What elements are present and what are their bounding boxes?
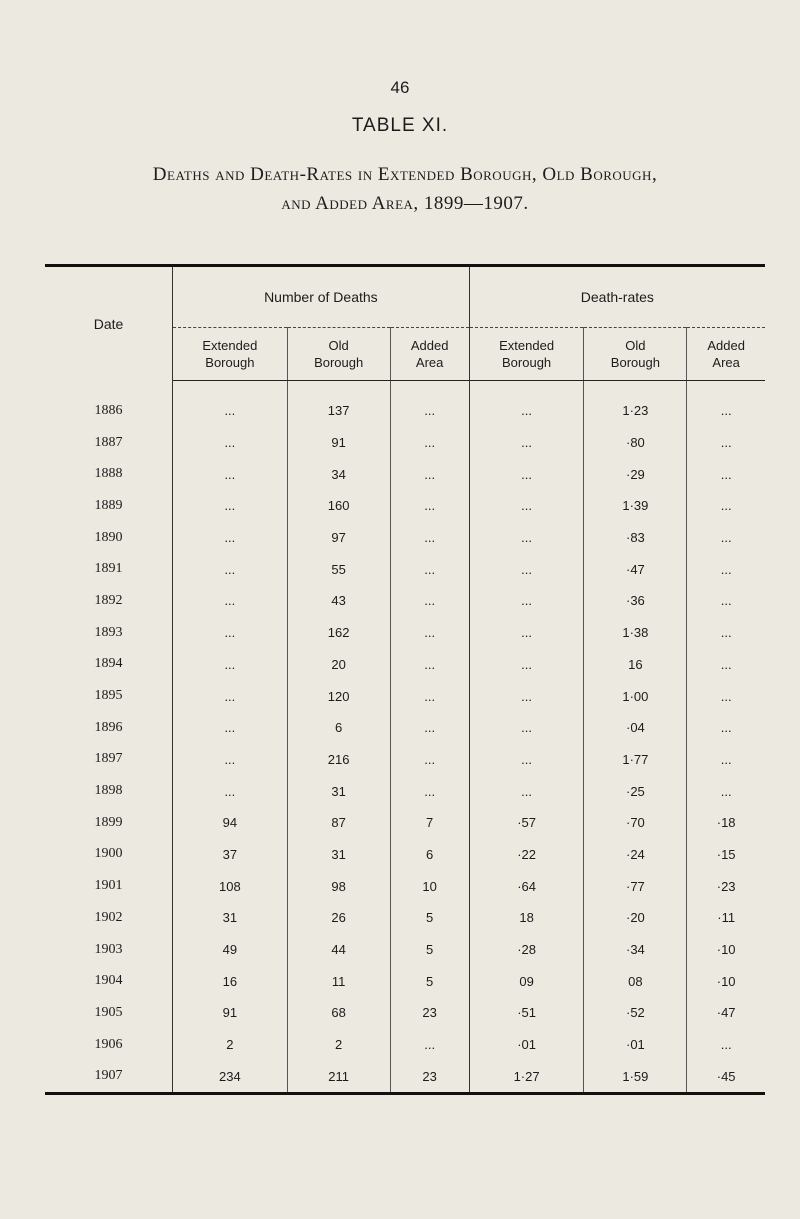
- old-deaths-cell: 68: [287, 997, 390, 1029]
- extended-rate-cell: 18: [519, 910, 534, 926]
- extended-rate-cell: ...: [521, 466, 533, 482]
- old-rate-cell: ·47: [584, 553, 687, 585]
- extended-deaths-cell: ...: [224, 720, 236, 736]
- extended-deaths-cell: 31: [222, 910, 238, 926]
- old-rate-cell: 16: [584, 649, 687, 681]
- added-deaths-cell: ...: [390, 522, 469, 554]
- table-row: [45, 585, 765, 617]
- old-rate-cell: ·24: [584, 839, 687, 871]
- table-row: [45, 522, 765, 554]
- extended-deaths-cell: 91: [222, 1005, 238, 1021]
- extended-deaths-cell: 108: [219, 878, 241, 894]
- extended-deaths-cell: ...: [224, 435, 236, 451]
- added-deaths-cell: 5: [390, 902, 469, 934]
- added-deaths-cell: 10: [390, 870, 469, 902]
- extended-deaths-cell: 16: [222, 973, 238, 989]
- page-number: 46: [390, 78, 410, 97]
- added-rate-cell: ...: [720, 1037, 732, 1053]
- added-rate-cell: ...: [720, 656, 732, 672]
- old-rate-cell: 08: [584, 965, 687, 997]
- old-rate-cell: 1·59: [584, 1060, 687, 1093]
- table-row: [45, 934, 765, 966]
- extended-rate-cell: ...: [521, 530, 533, 546]
- year-cell: 1887: [45, 427, 173, 459]
- extended-deaths-cell: ...: [224, 593, 236, 609]
- table-row: [45, 902, 765, 934]
- added-rate-cell: ·23: [716, 878, 736, 894]
- year-cell: 1893: [45, 617, 173, 649]
- added-rate-cell: ...: [720, 530, 732, 546]
- caption-line-2: and Added Area, 1899—1907.: [281, 193, 529, 214]
- extended-rate-cell: ·01: [517, 1037, 536, 1053]
- old-deaths-cell: 55: [287, 553, 390, 585]
- extended-deaths-cell: ...: [224, 783, 236, 799]
- col-header-added-rate: Added Area: [687, 328, 765, 381]
- table-body: [45, 381, 765, 1094]
- extended-deaths-cell: 2: [226, 1037, 234, 1053]
- table-row: [45, 870, 765, 902]
- extended-deaths-cell: 234: [219, 1068, 241, 1084]
- added-rate-cell: ...: [720, 625, 732, 641]
- extended-deaths-cell: ...: [224, 625, 236, 641]
- added-deaths-cell: 5: [390, 965, 469, 997]
- col-header-old-rate: Old Borough: [584, 328, 687, 381]
- extended-rate-cell: ·28: [517, 942, 536, 958]
- extended-rate-cell: ·51: [517, 1005, 536, 1021]
- old-deaths-cell: 31: [287, 775, 390, 807]
- extended-rate-cell: ...: [521, 435, 533, 451]
- added-deaths-cell: 7: [390, 807, 469, 839]
- year-cell: 1907: [45, 1060, 173, 1093]
- year-cell: 1888: [45, 458, 173, 490]
- col-header-extended-deaths: Extended Borough: [173, 328, 288, 381]
- table-caption: [60, 160, 750, 218]
- old-deaths-cell: 211: [287, 1060, 390, 1093]
- year-cell: 1895: [45, 680, 173, 712]
- year-cell: 1900: [45, 839, 173, 871]
- extended-rate-cell: ...: [521, 403, 533, 419]
- old-rate-cell: ·20: [584, 902, 687, 934]
- added-rate-cell: ...: [720, 435, 732, 451]
- added-rate-cell: ...: [720, 561, 732, 577]
- old-deaths-cell: 2: [287, 1029, 390, 1061]
- old-rate-cell: 1·39: [584, 490, 687, 522]
- old-deaths-cell: 216: [287, 744, 390, 776]
- added-rate-cell: ·11: [717, 910, 736, 926]
- old-deaths-cell: 91: [287, 427, 390, 459]
- extended-rate-cell: ...: [521, 751, 533, 767]
- added-deaths-cell: ...: [390, 712, 469, 744]
- extended-rate-cell: ...: [521, 656, 533, 672]
- added-rate-cell: ·15: [716, 846, 736, 862]
- table-row: [45, 807, 765, 839]
- extended-deaths-cell: 94: [222, 815, 238, 831]
- table-row: [45, 712, 765, 744]
- extended-deaths-cell: 49: [222, 942, 238, 958]
- table-row: [45, 1029, 765, 1061]
- year-cell: 1896: [45, 712, 173, 744]
- old-rate-cell: ·77: [584, 870, 687, 902]
- year-cell: 1903: [45, 934, 173, 966]
- year-cell: 1889: [45, 490, 173, 522]
- added-deaths-cell: ...: [390, 744, 469, 776]
- extended-deaths-cell: ...: [224, 656, 236, 672]
- extended-rate-cell: ...: [521, 498, 533, 514]
- extended-rate-cell: ...: [521, 720, 533, 736]
- table-row: [45, 775, 765, 807]
- table-row: [45, 617, 765, 649]
- old-deaths-cell: 97: [287, 522, 390, 554]
- old-deaths-cell: 87: [287, 807, 390, 839]
- old-rate-cell: ·29: [584, 458, 687, 490]
- table-row: [45, 490, 765, 522]
- table-row: [45, 997, 765, 1029]
- number-of-deaths-header: Number of Deaths: [173, 266, 470, 328]
- table-row: [45, 553, 765, 585]
- extended-deaths-cell: ...: [224, 561, 236, 577]
- added-rate-cell: ...: [720, 498, 732, 514]
- extended-rate-cell: ...: [521, 688, 533, 704]
- year-cell: 1904: [45, 965, 173, 997]
- added-deaths-cell: ...: [390, 1029, 469, 1061]
- added-rate-cell: ...: [720, 783, 732, 799]
- extended-deaths-cell: 37: [222, 846, 238, 862]
- extended-deaths-cell: ...: [224, 751, 236, 767]
- added-deaths-cell: ...: [390, 427, 469, 459]
- table-label: TABLE XI.: [351, 115, 449, 136]
- table-row: [45, 1060, 765, 1093]
- death-rates-header: Death-rates: [469, 266, 765, 328]
- old-deaths-cell: 31: [287, 839, 390, 871]
- table-row: [45, 744, 765, 776]
- old-deaths-cell: 160: [287, 490, 390, 522]
- old-deaths-cell: 43: [287, 585, 390, 617]
- old-deaths-cell: 11: [287, 965, 390, 997]
- added-deaths-cell: ...: [390, 381, 469, 427]
- col-header-added-deaths: Added Area: [390, 328, 469, 381]
- old-deaths-cell: 98: [287, 870, 390, 902]
- added-deaths-cell: 23: [390, 1060, 469, 1093]
- year-cell: 1897: [45, 744, 173, 776]
- col-header-old-deaths: Old Borough: [287, 328, 390, 381]
- date-header: Date: [45, 266, 173, 381]
- old-deaths-cell: 26: [287, 902, 390, 934]
- year-cell: 1899: [45, 807, 173, 839]
- added-rate-cell: ...: [720, 720, 732, 736]
- added-rate-cell: ...: [720, 688, 732, 704]
- year-cell: 1890: [45, 522, 173, 554]
- added-deaths-cell: ...: [390, 617, 469, 649]
- added-deaths-cell: ...: [390, 458, 469, 490]
- added-rate-cell: ...: [720, 593, 732, 609]
- table-row: [45, 649, 765, 681]
- old-deaths-cell: 34: [287, 458, 390, 490]
- added-deaths-cell: ...: [390, 649, 469, 681]
- extended-rate-cell: ...: [521, 593, 533, 609]
- old-deaths-cell: 162: [287, 617, 390, 649]
- old-rate-cell: ·80: [584, 427, 687, 459]
- added-deaths-cell: 5: [390, 934, 469, 966]
- old-rate-cell: ·83: [584, 522, 687, 554]
- table-row: [45, 458, 765, 490]
- extended-deaths-cell: ...: [224, 530, 236, 546]
- added-rate-cell: ·10: [716, 973, 736, 989]
- table-row: [45, 381, 765, 427]
- year-cell: 1886: [45, 381, 173, 427]
- old-rate-cell: ·01: [584, 1029, 687, 1061]
- caption-line-1: Deaths and Death-Rates in Extended Borough, Old Borough,: [152, 164, 658, 185]
- old-rate-cell: ·52: [584, 997, 687, 1029]
- extended-deaths-cell: ...: [224, 688, 236, 704]
- added-deaths-cell: 23: [390, 997, 469, 1029]
- col-header-extended-rate: Extended Borough: [469, 328, 584, 381]
- old-deaths-cell: 120: [287, 680, 390, 712]
- extended-rate-cell: 09: [519, 973, 534, 989]
- extended-rate-cell: ·22: [517, 846, 536, 862]
- added-rate-cell: ...: [720, 751, 732, 767]
- extended-deaths-cell: ...: [224, 466, 236, 482]
- added-deaths-cell: ...: [390, 775, 469, 807]
- old-deaths-cell: 20: [287, 649, 390, 681]
- extended-rate-cell: ·57: [517, 815, 536, 831]
- table-row: [45, 839, 765, 871]
- added-deaths-cell: ...: [390, 680, 469, 712]
- added-rate-cell: ·45: [716, 1068, 736, 1084]
- extended-rate-cell: ...: [521, 783, 533, 799]
- year-cell: 1902: [45, 902, 173, 934]
- extended-rate-cell: ·64: [517, 878, 536, 894]
- added-rate-cell: ...: [720, 403, 732, 419]
- extended-rate-cell: ...: [521, 625, 533, 641]
- year-cell: 1891: [45, 553, 173, 585]
- old-rate-cell: ·34: [584, 934, 687, 966]
- old-rate-cell: 1·38: [584, 617, 687, 649]
- old-rate-cell: ·04: [584, 712, 687, 744]
- year-cell: 1901: [45, 870, 173, 902]
- table-row: [45, 965, 765, 997]
- old-deaths-cell: 137: [287, 381, 390, 427]
- extended-rate-cell: 1·27: [513, 1068, 540, 1084]
- year-cell: 1894: [45, 649, 173, 681]
- year-cell: 1892: [45, 585, 173, 617]
- year-cell: 1905: [45, 997, 173, 1029]
- old-deaths-cell: 6: [287, 712, 390, 744]
- added-rate-cell: ·10: [716, 942, 736, 958]
- added-deaths-cell: ...: [390, 490, 469, 522]
- extended-rate-cell: ...: [521, 561, 533, 577]
- table-row: [45, 680, 765, 712]
- extended-deaths-cell: ...: [224, 498, 236, 514]
- year-cell: 1906: [45, 1029, 173, 1061]
- old-deaths-cell: 44: [287, 934, 390, 966]
- old-rate-cell: ·25: [584, 775, 687, 807]
- old-rate-cell: ·36: [584, 585, 687, 617]
- year-cell: 1898: [45, 775, 173, 807]
- table-row: [45, 427, 765, 459]
- old-rate-cell: 1·00: [584, 680, 687, 712]
- extended-deaths-cell: ...: [224, 403, 236, 419]
- deaths-table: [45, 264, 765, 1095]
- added-deaths-cell: 6: [390, 839, 469, 871]
- added-deaths-cell: ...: [390, 553, 469, 585]
- added-rate-cell: ·18: [716, 815, 736, 831]
- old-rate-cell: 1·23: [584, 381, 687, 427]
- old-rate-cell: ·70: [584, 807, 687, 839]
- added-deaths-cell: ...: [390, 585, 469, 617]
- old-rate-cell: 1·77: [584, 744, 687, 776]
- added-rate-cell: ...: [720, 466, 732, 482]
- added-rate-cell: ·47: [716, 1005, 736, 1021]
